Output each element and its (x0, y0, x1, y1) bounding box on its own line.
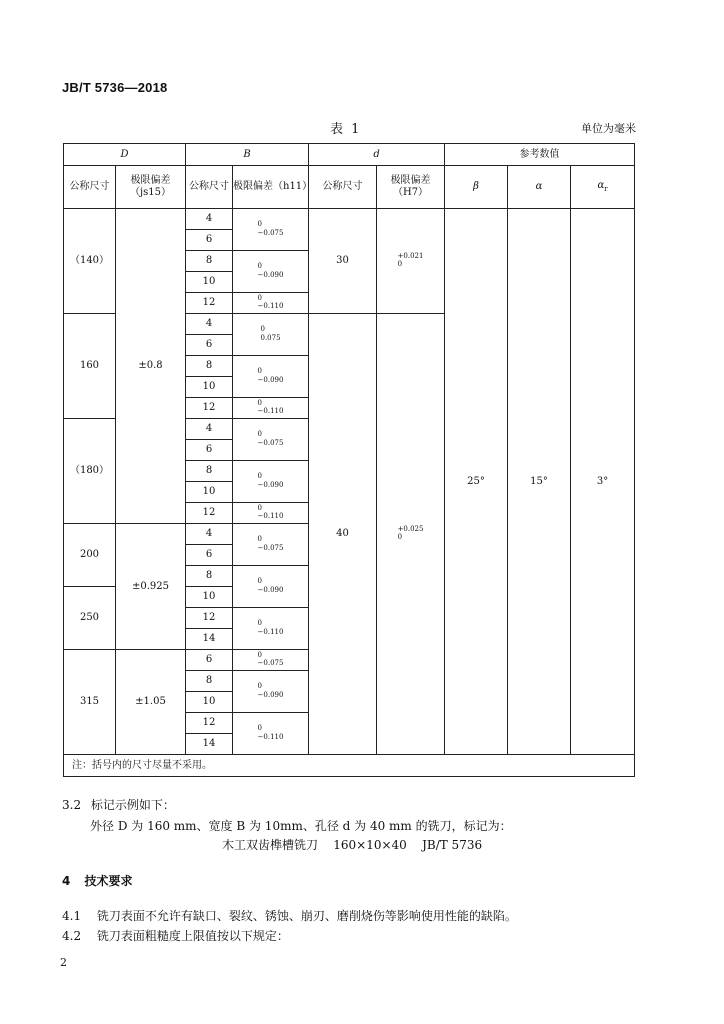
d-value-140: （140） (64, 209, 116, 314)
b-size: 4 (186, 524, 233, 545)
section-4-heading (62, 872, 133, 889)
b-dev: 0 −0.090 (233, 251, 309, 293)
head-D-nominal: 公称尺寸 (64, 166, 116, 209)
table-unit: 单位为毫米 (581, 122, 636, 135)
b-size: 10 (186, 377, 233, 398)
d-value-315: 315 (64, 650, 116, 755)
b-dev: 0 −0.110 (233, 713, 309, 755)
alpha-r-symbol: α (597, 180, 605, 192)
b-size: 8 (186, 461, 233, 482)
group-ref: 参考数值 (445, 144, 635, 166)
b-size: 10 (186, 692, 233, 713)
b-size: 10 (186, 587, 233, 608)
b-dev: 0 −0.075 (233, 419, 309, 461)
section-4-2-text: 铣刀表面粗糙度上限值按以下规定： (96, 929, 289, 943)
b-size: 12 (186, 608, 233, 629)
b-dev: 0 −0.090 (233, 356, 309, 398)
b-size: 4 (186, 209, 233, 230)
b-dev: 0 −0.075 (233, 650, 309, 671)
d-dev-0-925: ±0.925 (116, 524, 186, 650)
section-3-2-title: 标记示例如下： (90, 798, 175, 812)
b-dev: 0 −0.110 (233, 293, 309, 314)
section-3-2-num: 3.2 (62, 798, 82, 812)
head-d-dev: 极限偏差（H7） (377, 166, 445, 209)
page-number: 2 (60, 956, 67, 969)
group-B: B (186, 144, 309, 166)
standard-header: JB/T 5736—2018 (62, 80, 168, 95)
b-dev: 0 −0.110 (233, 503, 309, 524)
ref-alpha-r: 3° (571, 209, 635, 755)
b-size: 6 (186, 230, 233, 251)
d-value-160: 160 (64, 314, 116, 419)
head-alpha: α (508, 166, 571, 209)
section-4-2 (62, 927, 289, 944)
b-dev: 0 −0.090 (233, 461, 309, 503)
b-dev: 0 −0.090 (233, 671, 309, 713)
section-4-num: 4 (62, 874, 71, 888)
ref-beta: 25° (445, 209, 508, 755)
bore-dev-30: +0.021 0 (377, 209, 445, 314)
b-size: 12 (186, 293, 233, 314)
bore-value-40: 40 (309, 314, 377, 755)
b-size: 4 (186, 419, 233, 440)
table-note: 注：括号内的尺寸尽量不采用。 (64, 755, 635, 777)
b-dev: 0 −0.110 (233, 398, 309, 419)
b-size: 6 (186, 545, 233, 566)
b-size: 14 (186, 629, 233, 650)
b-size: 12 (186, 713, 233, 734)
table-caption: 表 1 (330, 122, 362, 137)
b-size: 10 (186, 482, 233, 503)
section-4-2-num: 4.2 (62, 929, 82, 943)
section-4-title: 技术要求 (84, 874, 133, 888)
d-value-250: 250 (64, 587, 116, 650)
b-size: 8 (186, 671, 233, 692)
b-size: 12 (186, 398, 233, 419)
b-size: 6 (186, 440, 233, 461)
d-value-180: （180） (64, 419, 116, 524)
alpha-r-sub: r (604, 185, 608, 194)
b-dev: 0 0.075 (233, 314, 309, 356)
b-size: 10 (186, 272, 233, 293)
d-dev-1-05: ±1.05 (116, 650, 186, 755)
b-size: 6 (186, 335, 233, 356)
b-size: 8 (186, 251, 233, 272)
head-beta: β (445, 166, 508, 209)
b-size: 4 (186, 314, 233, 335)
section-3-2-line1: 外径 D 为 160 mm、宽度 B 为 10mm、孔径 d 为 40 mm 的铣刀，标记为： (90, 819, 512, 833)
group-D: D (64, 144, 186, 166)
group-d: d (309, 144, 445, 166)
bore-value-30: 30 (309, 209, 377, 314)
section-3-2-heading (62, 796, 175, 813)
b-size: 6 (186, 650, 233, 671)
section-4-1-text: 铣刀表面不允许有缺口、裂纹、锈蚀、崩刃、磨削烧伤等影响使用性能的缺陷。 (96, 909, 517, 923)
b-size: 12 (186, 503, 233, 524)
b-size: 8 (186, 566, 233, 587)
bore-dev-40: +0.025 0 (377, 314, 445, 755)
ref-alpha: 15° (508, 209, 571, 755)
head-d-nominal: 公称尺寸 (309, 166, 377, 209)
b-dev: 0 −0.075 (233, 209, 309, 251)
section-4-1 (62, 907, 517, 924)
section-4-1-num: 4.1 (62, 909, 82, 923)
b-size: 14 (186, 734, 233, 755)
marking-example: 木工双齿榫槽铣刀 160×10×40 JB/T 5736 (222, 838, 483, 852)
d-dev-0-8: ±0.8 (116, 209, 186, 524)
b-dev: 0 −0.075 (233, 524, 309, 566)
d-value-200: 200 (64, 524, 116, 587)
head-B-dev: 极限偏差（h11） (233, 166, 309, 209)
b-dev: 0 −0.110 (233, 608, 309, 650)
head-D-dev: 极限偏差（js15） (116, 166, 186, 209)
head-B-nominal: 公称尺寸 (186, 166, 233, 209)
head-alpha-r (571, 166, 635, 209)
b-size: 8 (186, 356, 233, 377)
dimension-table (63, 143, 635, 777)
b-dev: 0 −0.090 (233, 566, 309, 608)
